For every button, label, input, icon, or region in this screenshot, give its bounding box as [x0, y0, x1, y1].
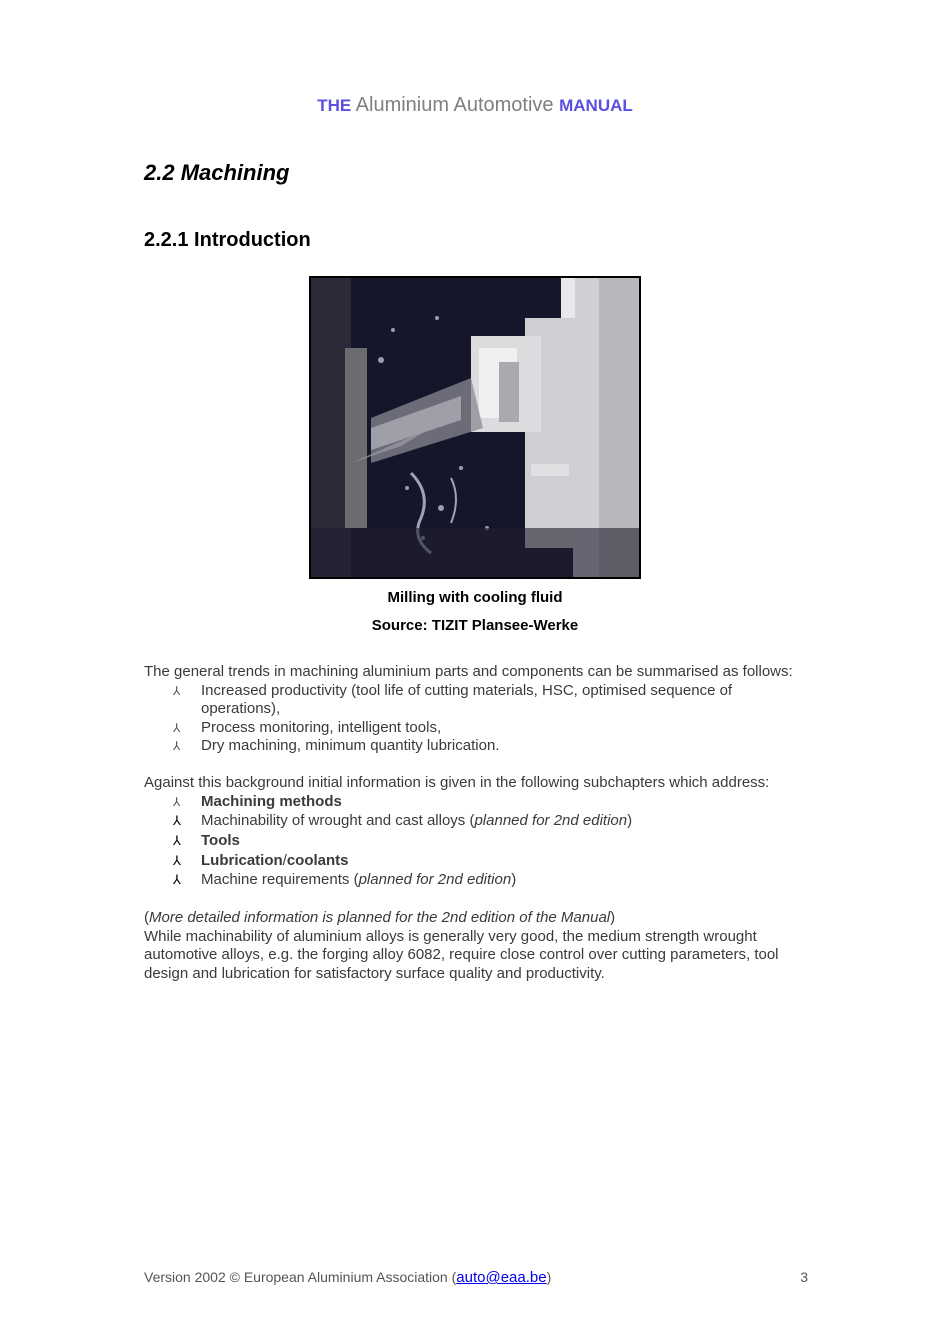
list-item: ⅄ Dry machining, minimum quantity lubrication. — [173, 737, 500, 754]
footer-email-link[interactable]: auto@eaa.be — [456, 1269, 547, 1286]
tools-link[interactable]: Tools — [201, 831, 240, 849]
list-item — [173, 831, 809, 851]
figure-caption-source: Source: TIZIT Plansee-Werke — [371, 617, 579, 634]
footer-version: Version 2002 © European Aluminium Association ( — [144, 1269, 457, 1285]
bullet-icon: ⅄ — [173, 683, 181, 698]
list-item: ⅄ Machinability of wrought and cast alloys (planned for 2nd edition) — [173, 812, 633, 830]
header-prefix: THE — [317, 96, 352, 115]
trends-list — [144, 682, 809, 756]
bullet-icon: ⅄ — [173, 739, 181, 753]
subchapters-list — [144, 793, 809, 890]
lubrication-link[interactable]: Lubrication — [201, 851, 283, 869]
bullet-icon: ⅄ — [173, 794, 181, 809]
bullet-icon: ⅄ — [173, 813, 181, 829]
bullet-icon: ⅄ — [173, 852, 181, 868]
trends-intro: The general trends in machining aluminium parts and components can be summarised as follows: — [144, 663, 793, 680]
page-number: 3 — [800, 1269, 808, 1285]
list-item: ⅄ Increased productivity (tool life of cutting materials, HSC, optimised sequence of operations), — [173, 681, 733, 717]
list-item: ⅄ Process monitoring, intelligent tools, — [173, 718, 442, 736]
list-item: ⅄ Machine requirements (planned for 2nd edition) — [173, 871, 517, 889]
manual-note: (More detailed information is planned for the 2nd edition of the Manual) — [144, 909, 616, 927]
machining-methods-link[interactable]: Machining methods — [201, 792, 342, 810]
subchapters-intro: Against this background initial information is given in the following subchapters which address: — [144, 774, 770, 791]
manual-header — [0, 93, 950, 118]
figure-caption-title: Milling with cooling fluid — [387, 589, 563, 606]
section-heading: 2.2 Machining — [144, 160, 290, 185]
bullet-icon: ⅄ — [173, 872, 181, 888]
bullet-icon: ⅄ — [173, 832, 181, 848]
header-title: Aluminium Automotive — [355, 94, 554, 116]
coolants-link[interactable]: coolants — [286, 851, 349, 869]
list-item — [173, 792, 809, 812]
page-footer: Version 2002 © European Aluminium Association (auto@eaa.be) 3 — [144, 1269, 808, 1286]
machinability-paragraph: While machinability of aluminium alloys is generally very good, the medium strength wrought automotive alloys, e.g. the forging alloy 6082, require close control over cutting parameters, tool design and lubrication for satisfactory surface quality and productivity. — [144, 927, 779, 982]
subsection-heading: 2.2.1 Introduction — [144, 229, 311, 251]
milling-photo — [309, 276, 641, 579]
list-item: ⅄ Lubrication/coolants — [173, 851, 349, 869]
bullet-icon: ⅄ — [173, 720, 181, 735]
header-suffix: MANUAL — [559, 96, 633, 115]
body-content — [144, 663, 809, 983]
